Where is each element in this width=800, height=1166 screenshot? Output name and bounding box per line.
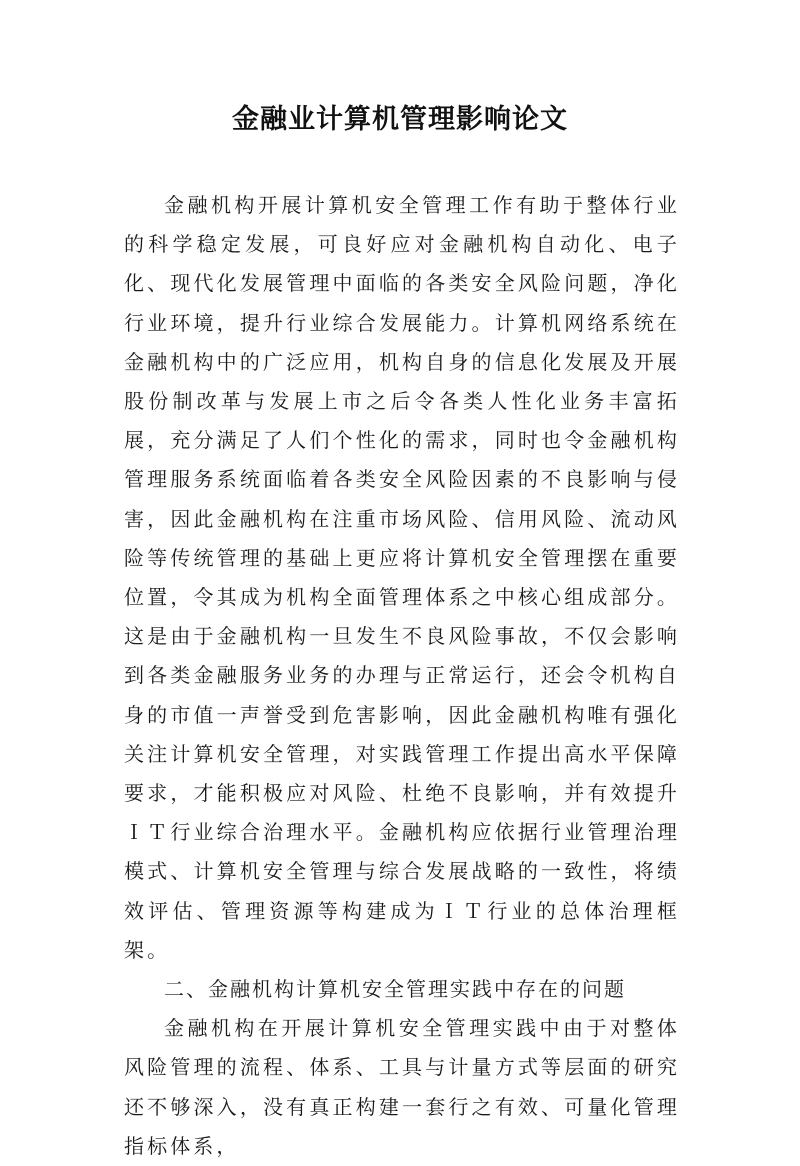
section-heading: 二、金融机构计算机安全管理实践中存在的问题 [164, 977, 626, 1002]
body-paragraph-2: 金融机构在开展计算机安全管理实践中由于对整体风险管理的流程、体系、工具与计量方式等层面的研究还不够深入，没有真正构建一套行之有效、可量化管理指标体系， [124, 1016, 680, 1158]
document-title: 金融业计算机管理影响论文 [232, 104, 568, 135]
body-paragraph-1: 金融机构开展计算机安全管理工作有助于整体行业的科学稳定发展，可良好应对金融机构自动化、电子化、现代化发展管理中面临的各类安全风险问题，净化行业环境，提升行业综合发展能力。计算机网络系统在金融机构中的广泛应用，机构自身的信息化发展及开展股份制改革与发展上市之后令各类人性化业务丰富拓展，充分满足了人们个性化的需求，同时也令金融机构管理服务系统面临着各类安全风险因素的不良影响与侵害，因此金融机构在注重市场风险、信用风险、流动风险等传统管理的基础上更应将计算机安全管理摆在重要位置，令其成为机构全面管理体系之中核心组成部分。这是由于金融机构一旦发生不良风险事故，不仅会影响到各类金融服务业务的办理与正常运行，还会令机构自身的市值一声誉受到危害影响，因此金融机构唯有强化关注计算机安全管理，对实践管理工作提出高水平保障要求，才能积极应对风险、杜绝不良影响，并有效提升ＩＴ行业综合治理水平。金融机构应依据行业管理治理模式、计算机安全管理与综合发展战略的一致性，将绩效评估、管理资源等构建成为ＩＴ行业的总体治理框架。 [124, 193, 680, 962]
document-body [124, 186, 680, 1166]
